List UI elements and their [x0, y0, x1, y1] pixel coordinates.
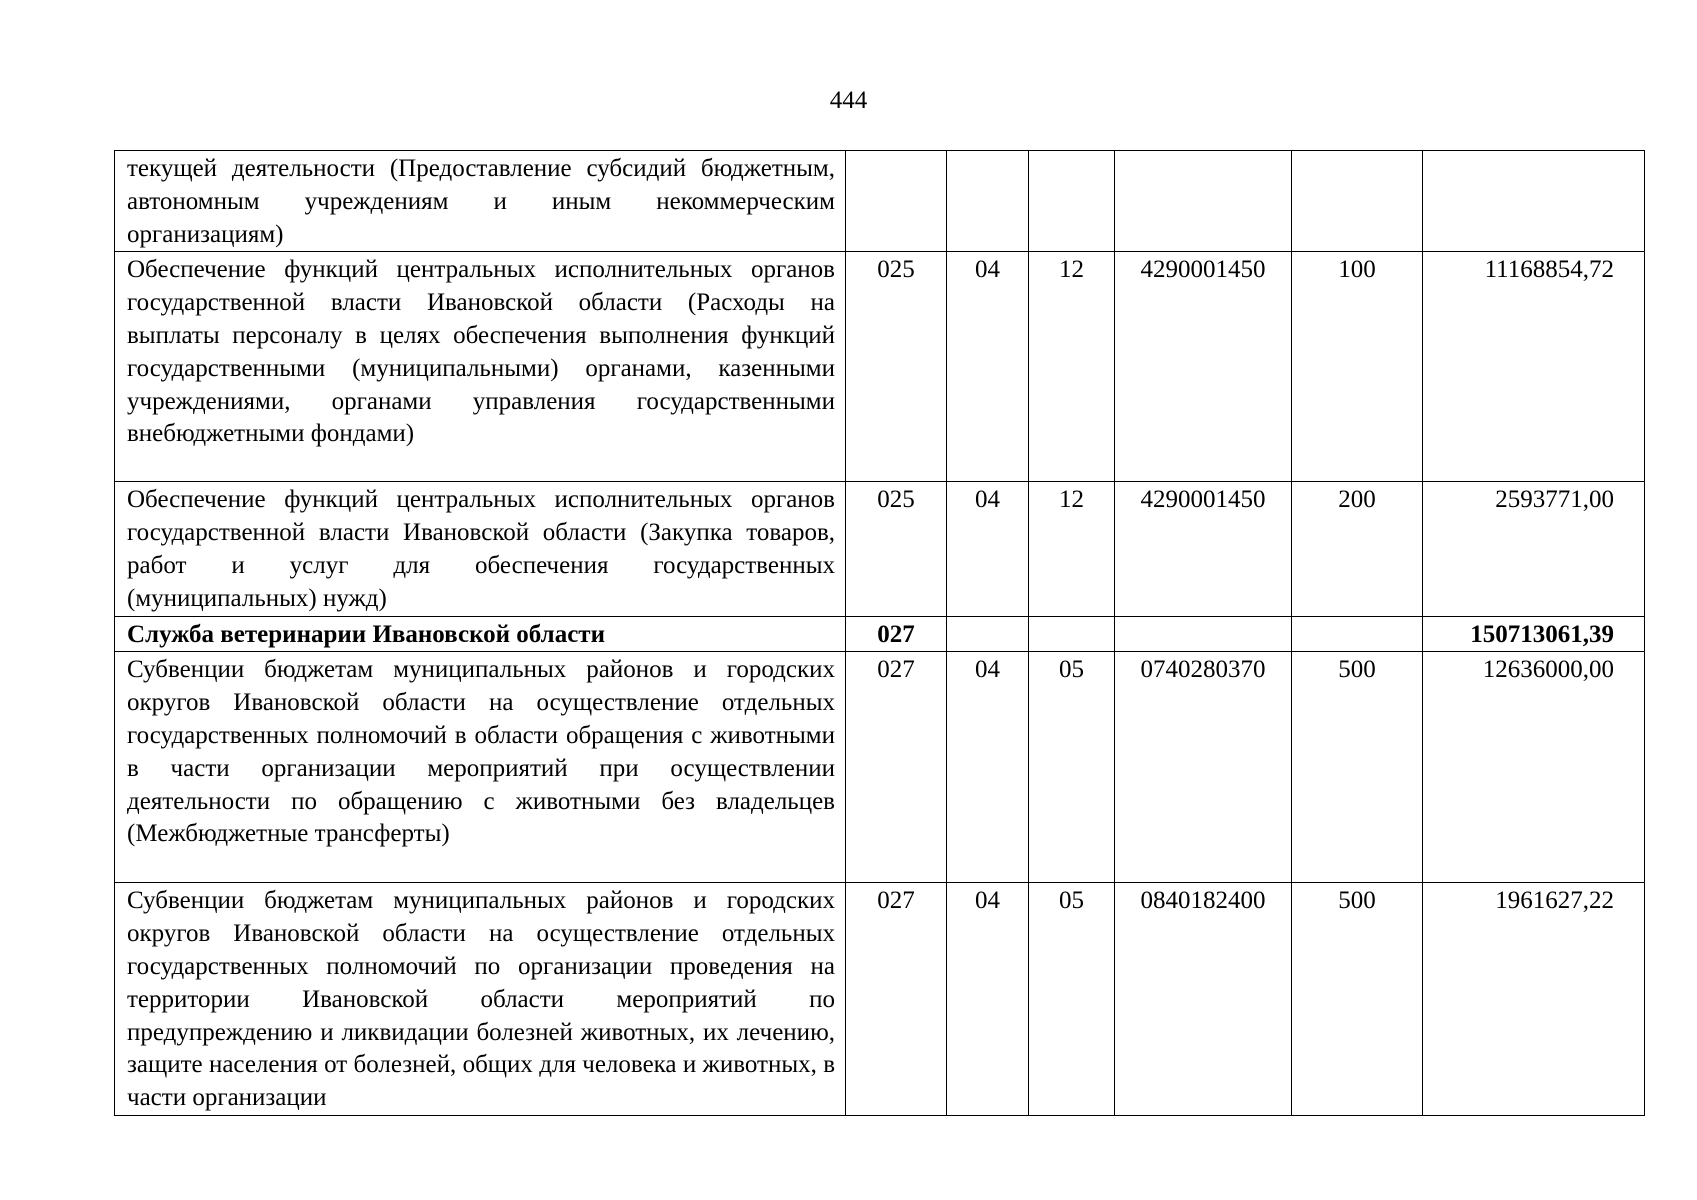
budget-table [114, 150, 1645, 1116]
row-name: Служба ветеринарии Ивановской области [115, 616, 846, 652]
table-row [115, 616, 1645, 652]
row-pr [1029, 151, 1115, 252]
row-sum: 1961627,22 [1423, 883, 1645, 1116]
row-name: Субвенции бюджетам муниципальных районов и городских округов Ивановской области на осуществление отдельных государственных полномочий по организации проведения на территории Ивановской области мероприятий по предупреждению и ликвидации болезней животных, их лечению, защите населения от болезней, общих для человека и животных, в части организации [115, 883, 846, 1116]
page-number: 444 [829, 87, 868, 114]
row-csr: 0840182400 [1115, 883, 1292, 1116]
row-name: Обеспечение функций центральных исполнительных органов государственной власти Ивановской области (Расходы на выплаты персоналу в целях обеспечения выполнения функций государственными (муниципальными) органами, казенными учреждениями, органами управления государственными внебюджетными фондами) [115, 252, 846, 482]
row-sum [1423, 151, 1645, 252]
row-vr: 100 [1292, 252, 1423, 482]
row-csr: 4290001450 [1115, 482, 1292, 616]
row-rz: 04 [947, 883, 1029, 1116]
row-gr: 025 [846, 482, 947, 616]
row-sum: 11168854,72 [1423, 252, 1645, 482]
table-row [115, 482, 1645, 616]
row-vr: 500 [1292, 652, 1423, 883]
row-pr [1029, 616, 1115, 652]
row-csr [1115, 616, 1292, 652]
row-sum: 12636000,00 [1423, 652, 1645, 883]
table-row [115, 652, 1645, 883]
row-vr: 200 [1292, 482, 1423, 616]
row-gr: 027 [846, 883, 947, 1116]
row-name: текущей деятельности (Предоставление субсидий бюджетным, автономным учреждениям и иным некоммерческим организациям) [115, 151, 846, 252]
row-csr [1115, 151, 1292, 252]
row-gr [846, 151, 947, 252]
row-gr: 027 [846, 652, 947, 883]
row-pr: 05 [1029, 652, 1115, 883]
row-gr: 025 [846, 252, 947, 482]
row-csr: 4290001450 [1115, 252, 1292, 482]
row-sum: 150713061,39 [1423, 616, 1645, 652]
row-rz [947, 151, 1029, 252]
row-rz: 04 [947, 252, 1029, 482]
row-name: Субвенции бюджетам муниципальных районов и городских округов Ивановской области на осуществление отдельных государственных полномочий в области обращения с животными в части организации мероприятий при осуществлении деятельности по обращению с животными без владельцев (Межбюджетные трансферты) [115, 652, 846, 883]
row-sum: 2593771,00 [1423, 482, 1645, 616]
table-row [115, 252, 1645, 482]
row-csr: 0740280370 [1115, 652, 1292, 883]
row-rz: 04 [947, 482, 1029, 616]
table-row [115, 151, 1645, 252]
row-name: Обеспечение функций центральных исполнительных органов государственной власти Ивановской области (Закупка товаров, работ и услуг для обеспечения государственных (муниципальных) нужд) [115, 482, 846, 616]
row-vr [1292, 616, 1423, 652]
row-pr: 12 [1029, 252, 1115, 482]
row-rz [947, 616, 1029, 652]
row-gr: 027 [846, 616, 947, 652]
row-pr: 05 [1029, 883, 1115, 1116]
row-pr: 12 [1029, 482, 1115, 616]
row-vr [1292, 151, 1423, 252]
table-row [115, 883, 1645, 1116]
row-rz: 04 [947, 652, 1029, 883]
row-vr: 500 [1292, 883, 1423, 1116]
